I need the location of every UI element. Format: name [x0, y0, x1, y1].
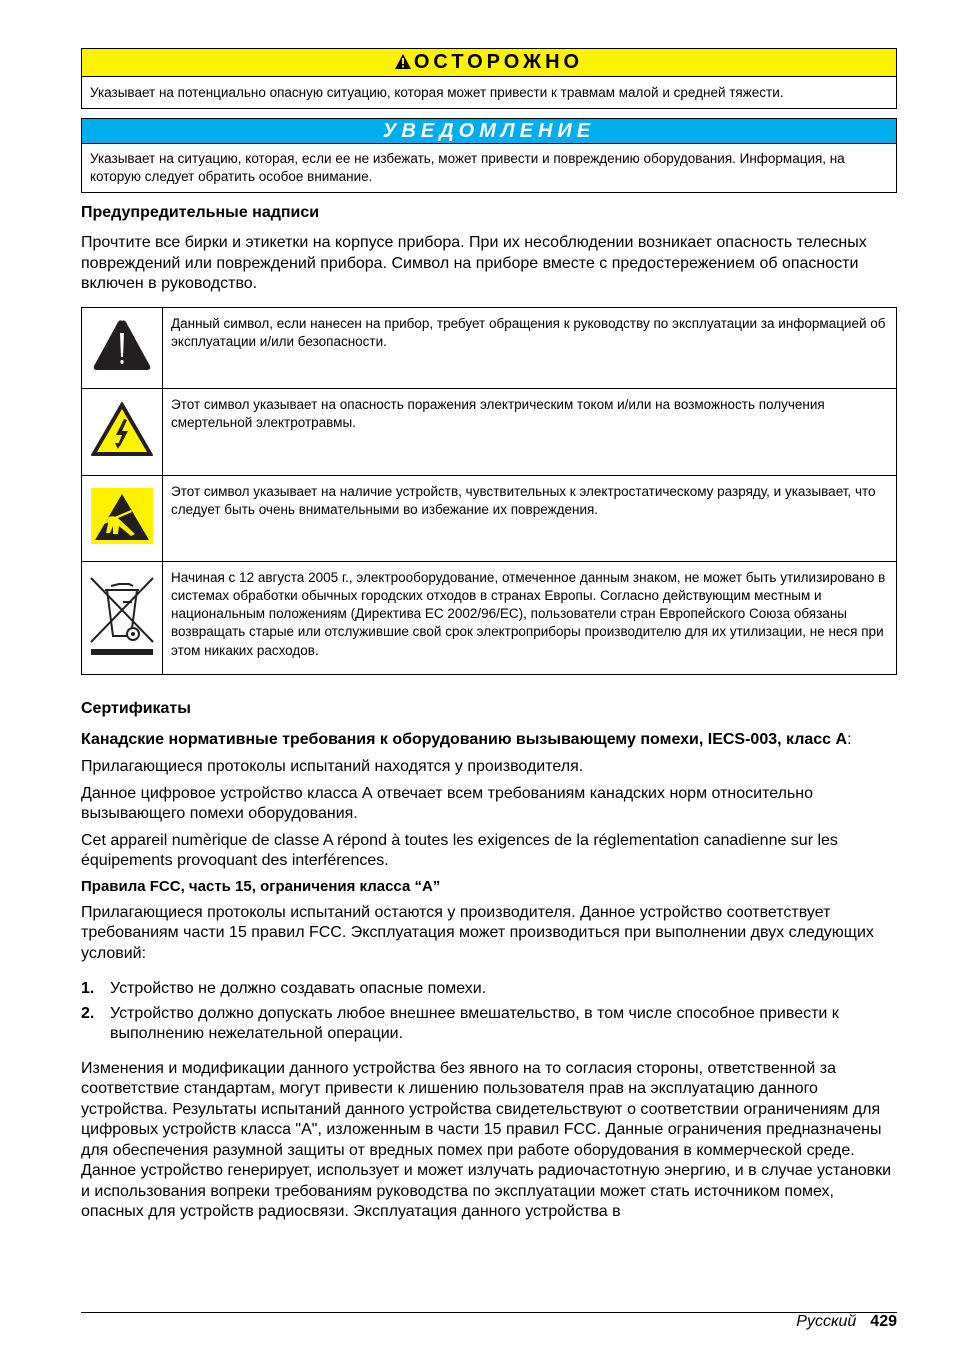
- canada-heading-colon: :: [847, 730, 852, 748]
- symbol-row: [82, 388, 897, 475]
- fcc-paragraph-2: Изменения и модификации данного устройства без явного на то согласия стороны, ответственной за соответствие стандартам, могут привести к лишению пользователя прав на эксплуатацию данного устройства. Результаты испытаний данного устройства свидетельствуют о соответствии ограничениям для цифровых устройств класса "A", изложенным в части 15 правил FCC. Данные ограничения предназначены для обеспечения разумной защиты от вредных помех при работе оборудования в коммерческой среде. Данное устройство генерирует, использует и может излучать радиочастотную энергию, и в случае установки и использования вопреки требованиям руководства по эксплуатации может стать источником помех, опасных для устройств радиосвязи. Эксплуатация данного устройства в: [81, 1059, 892, 1220]
- footer-divider: [81, 1312, 897, 1313]
- footer-language: Русский: [796, 1313, 857, 1330]
- symbol-description: Данный символ, если нанесен на прибор, требует обращения к руководству по эксплуатации за информацией об эксплуатации и/или безопасности.: [163, 307, 897, 388]
- symbol-row: [82, 561, 897, 674]
- notice-box: [81, 118, 897, 193]
- page-footer: [796, 1312, 897, 1332]
- warning-triangle-icon: [395, 50, 411, 77]
- fcc-conditions-list: [81, 979, 897, 1045]
- caution-title: ОСТОРОЖНО: [413, 51, 584, 73]
- list-item: [81, 1004, 897, 1045]
- list-item-number: 1.: [81, 980, 95, 997]
- caution-text: Указывает на потенциально опасную ситуацию, которая может привести к травмам малой и средней тяжести.: [90, 85, 784, 100]
- symbol-description: Этот символ указывает на опасность поражения электрическим током и/или на возможность получения смертельной электротравмы.: [163, 388, 897, 475]
- symbol-icon-cell: [82, 475, 163, 561]
- symbol-icon-cell: [82, 561, 163, 674]
- page-number: 429: [870, 1313, 897, 1330]
- list-item-text: Устройство не должно создавать опасные помехи.: [110, 980, 487, 997]
- canada-heading-text: Канадские нормативные требования к оборудованию вызывающему помехи, IECS-003, класс А: [81, 730, 848, 748]
- symbol-icon-cell: [82, 388, 163, 475]
- symbol-description: Этот символ указывает на наличие устройств, чувствительных к электростатическому разряду, и указывает, что следует быть очень внимательными во избежание их повреждения.: [163, 475, 897, 561]
- electrical-hazard-icon: [90, 444, 154, 461]
- list-item: [81, 979, 897, 1000]
- notice-text: Указывает на ситуацию, которая, если ее не избежать, может привести и повреждению оборудования. Информация, на которую следует обратить особое внимание.: [90, 151, 845, 184]
- symbols-table: [81, 307, 897, 675]
- fcc-heading: Правила FCC, часть 15, ограничения класса “A”: [81, 877, 441, 895]
- list-item-text: Устройство должно допускать любое внешнее вмешательство, в том числе способное привести к выполнению нежелательной операции.: [110, 1004, 839, 1042]
- symbol-description: Начиная с 12 августа 2005 г., электрооборудование, отмеченное данным знаком, не может быть утилизировано в системах обработки обычных городских отходов в странах Европы. Согласно действующим местным и национальным положениям (Директива ЕС 2002/96/EC), пользователи стран Европейского Союза обязаны возвращать старые или отслужившие свой срок электроприборы производителю для их утилизации, не неся при этом никаких расходов.: [163, 561, 897, 674]
- fcc-paragraph-1: Прилагающиеся протоколы испытаний остаются у производителя. Данное устройство соответствует требованиям части 15 правил FCC. Эксплуатация может производиться при выполнении двух следующих условий:: [81, 903, 874, 962]
- weee-crossed-bin-icon: [89, 643, 155, 660]
- caution-box: [81, 48, 897, 109]
- canada-paragraph-2: Данное цифровое устройство класса А отвечает всем требованиям канадских норм относительно вызывающего помехи оборудования.: [81, 784, 813, 822]
- canada-paragraph-3-french: Cet appareil numèrique de classe A répond à toutes les exigences de la réglementation canadienne sur les équipements provoquant des interférences.: [81, 831, 838, 869]
- list-item-number: 2.: [81, 1004, 95, 1022]
- symbol-icon-cell: [82, 307, 163, 388]
- notice-title: УВЕДОМЛЕНИЕ: [382, 120, 596, 142]
- symbol-row: [82, 307, 897, 388]
- notice-header: [82, 119, 896, 144]
- general-warning-icon: [92, 358, 152, 375]
- section-heading-warning-labels: Предупредительные надписи: [81, 204, 320, 221]
- section-heading-certificates: Сертификаты: [81, 699, 191, 717]
- caution-header: [82, 49, 896, 77]
- document-page: [81, 48, 897, 1223]
- warning-labels-intro: Прочтите все бирки и этикетки на корпусе прибора. При их несоблюдении возникает опасность телесных повреждений или повреждений прибора. Символ на приборе вместе с предостережением об опасности включен в руководство.: [81, 234, 867, 292]
- canada-heading: [81, 730, 897, 751]
- esd-sensitive-icon: [91, 531, 153, 548]
- canada-paragraph-1: Прилагающиеся протоколы испытаний находятся у производителя.: [81, 758, 584, 775]
- symbol-row: [82, 475, 897, 561]
